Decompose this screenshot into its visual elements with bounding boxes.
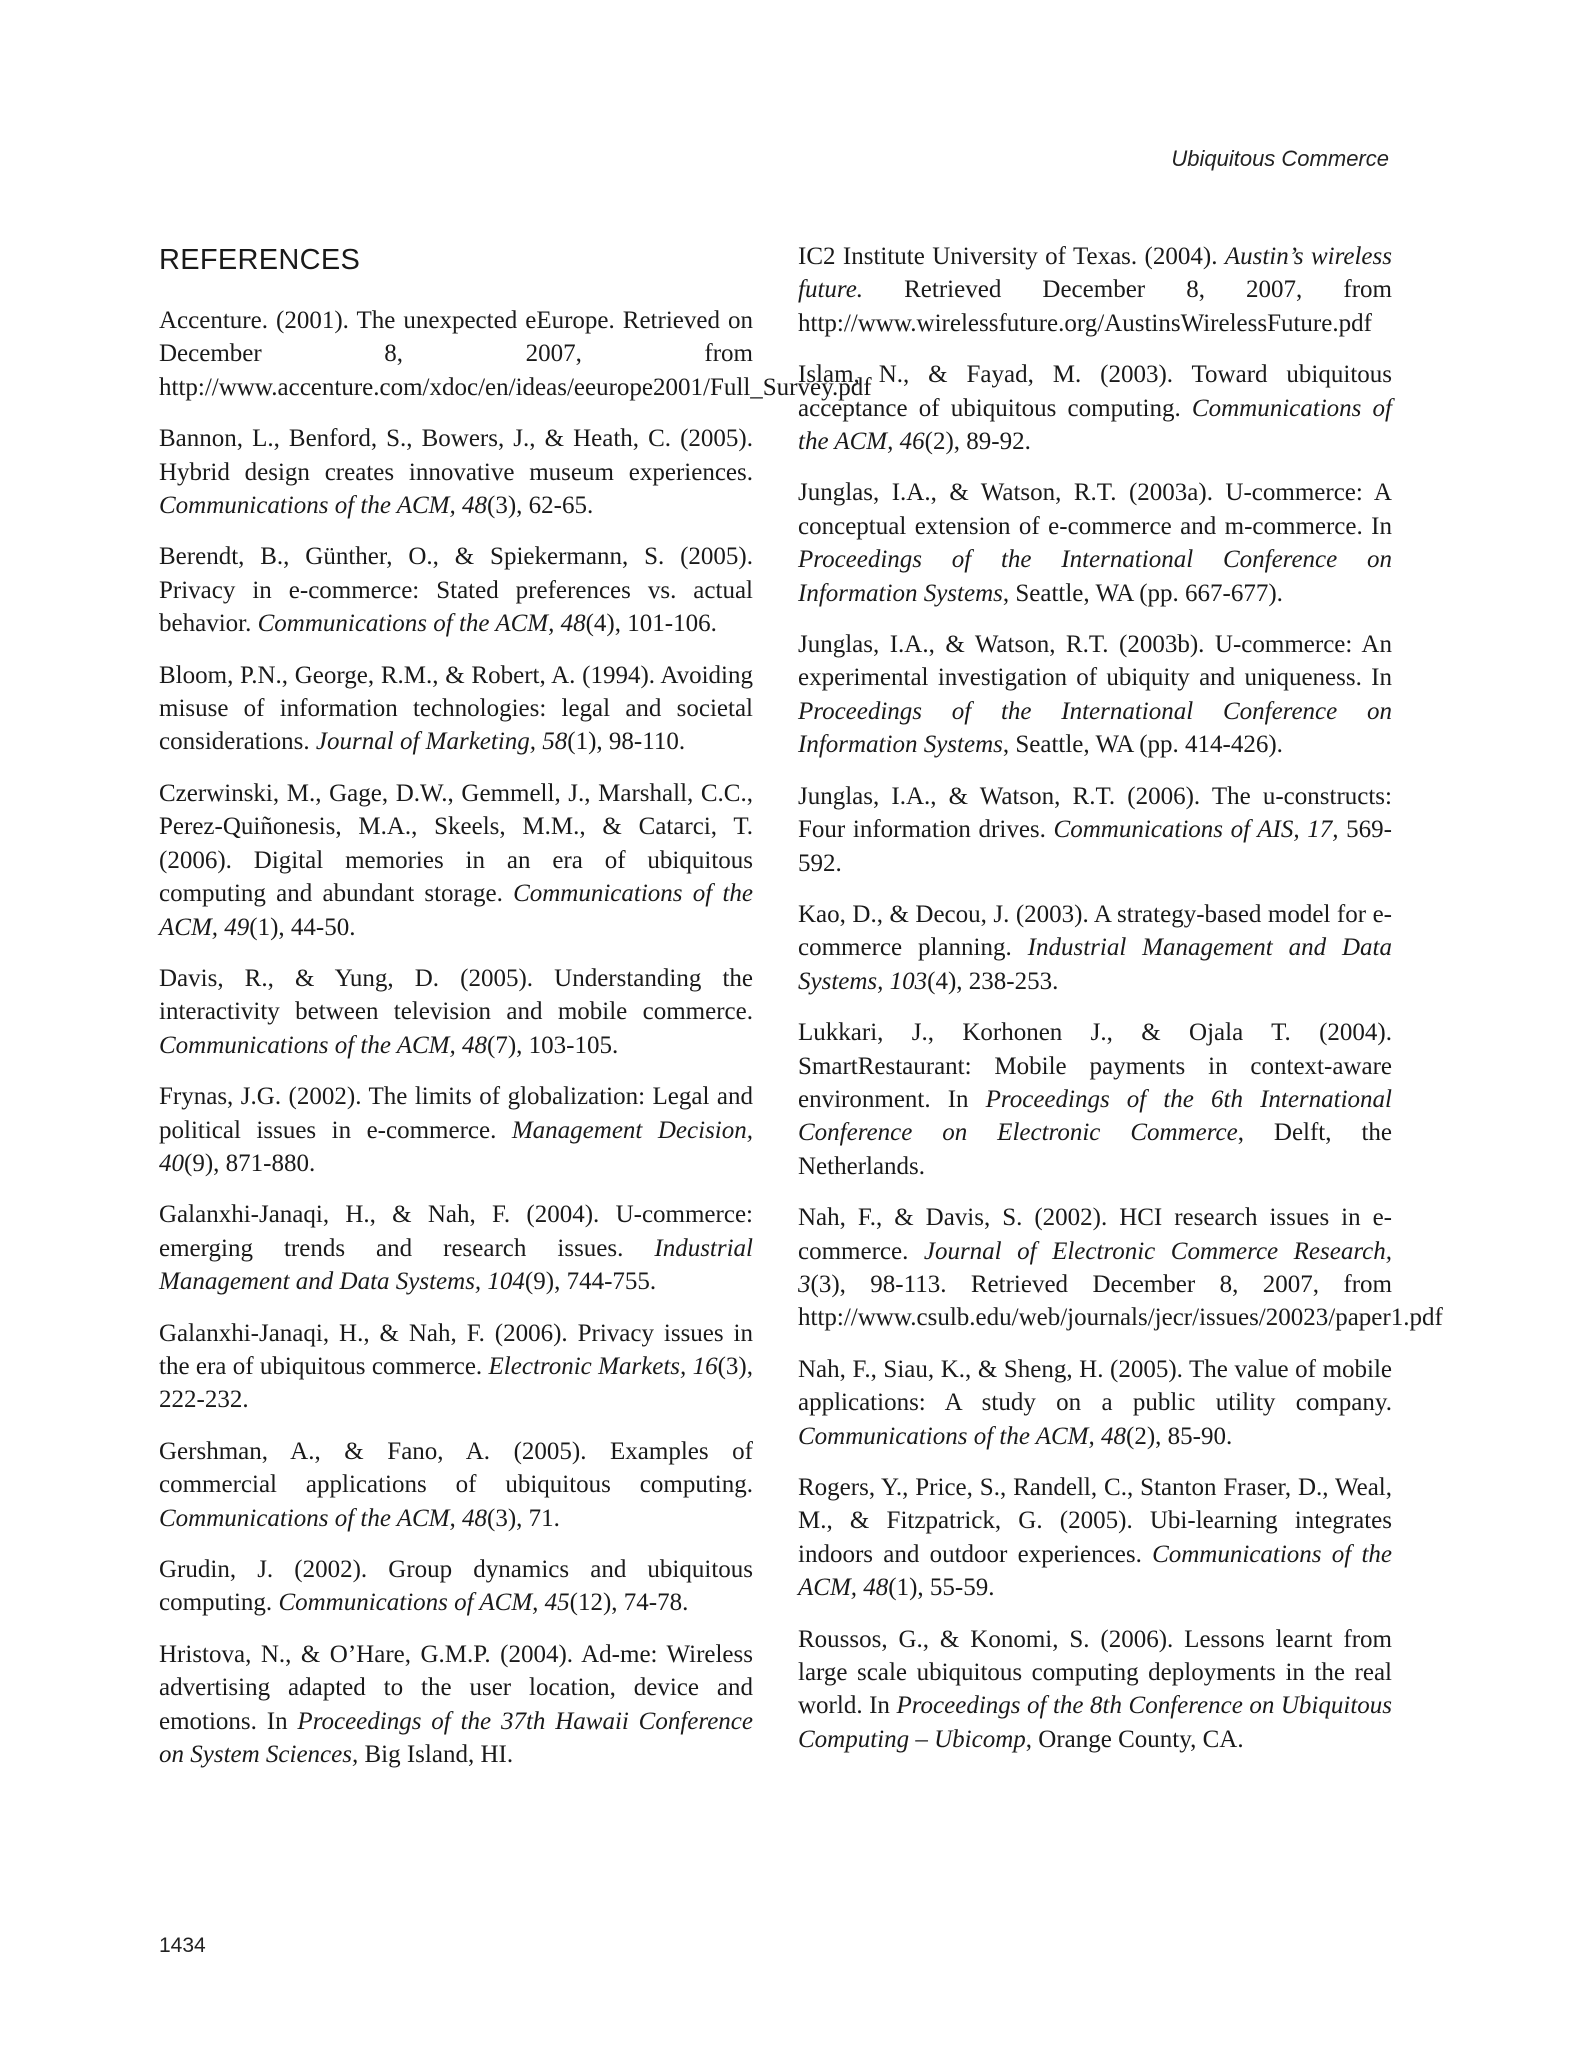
reference-text: , Delft, the Netherlands. [798,1119,1392,1180]
reference-entry [798,1471,1392,1605]
reference-source-title: Journal of Marketing, 58 [315,728,568,756]
reference-text: Lukkari, J., Korhonen J., & Ojala T. (2004). SmartRestaurant: Mobile payments in context-aware environment. In [798,1019,1392,1113]
reference-text: (2), 89-92. [924,428,1031,456]
reference-text: Grudin, J. (2002). Group dynamics and ubiquitous computing. [159,1556,753,1617]
reference-text: Berendt, B., Günther, O., & Spiekermann, S. (2005). Privacy in e-commerce: Stated preferences vs. actual behavior. [159,543,753,638]
reference-text: Bannon, L., Benford, S., Bowers, J., & Heath, C. (2005). Hybrid design creates innovative museum experiences. [159,425,753,486]
reference-source-title: Industrial Management and Data Systems, 103 [798,934,1393,995]
reference-text: (2), 85-90. [1126,1422,1233,1450]
reference-source-title: Communications of AIS, 17, [1053,816,1339,844]
reference-source-title: Management Decision, 40 [159,1116,753,1177]
reference-text: , Orange County, CA. [1025,1725,1244,1753]
reference-source-title: Communications of the ACM, 48 [798,1422,1127,1450]
reference-text: Gershman, A., & Fano, A. (2005). Examples of commercial applications of ubiquitous computing. [159,1437,753,1499]
reference-text: (1), 55-59. [888,1574,995,1602]
reference-source-title: Industrial Management and Data Systems, 104 [159,1234,753,1296]
reference-entry [798,476,1392,610]
reference-text: Hristova, N., & O’Hare, G.M.P. (2004). Ad-me: Wireless advertising adapted to the user location, device and emotions. In [159,1640,753,1735]
reference-source-title: Communications of the ACM, 49 [159,880,753,941]
reference-entry [798,1016,1392,1183]
reference-source-title: Communications of ACM, 45 [278,1589,570,1617]
reference-text: Frynas, J.G. (2002). The limits of globalization: Legal and political issues in e-commerce. [159,1083,753,1144]
reference-entry [798,240,1392,340]
reference-entry [798,1353,1392,1453]
section-heading: REFERENCES [159,244,361,276]
reference-text: (12), 74-78. [569,1589,689,1617]
reference-text: Accenture. (2001). The unexpected eEurope. Retrieved on December 8, 2007, from http://www.accenture.com/xdoc/en/ideas/eeurope2001/Full_Survey.pdf [159,307,872,401]
reference-entry [798,1201,1443,1335]
reference-source-title: Communications of the ACM, 48 [159,1031,488,1059]
reference-entry [159,1198,753,1298]
reference-text: (9), 744-755. [524,1268,657,1296]
reference-entry [159,304,872,404]
reference-entry [159,777,753,944]
reference-text: , Seattle, WA (pp. 414-426). [1002,731,1283,759]
reference-list-right [798,240,1443,1756]
reference-entry [798,1623,1392,1757]
reference-text: (4), 238-253. [927,967,1059,995]
reference-text: IC2 Institute University of Texas. (2004). [798,243,1225,270]
reference-text: Kao, D., & Decou, J. (2003). A strategy-based model for e-commerce planning. [798,900,1392,962]
reference-text: (1), 44-50. [249,913,356,941]
reference-entry [159,540,753,640]
reference-entry [159,1317,753,1417]
reference-source-title: Communications of the ACM, 48 [159,1504,488,1532]
reference-text: (3), 62-65. [487,492,594,520]
page-number: 1434 [159,1934,206,1957]
references-column-left [159,242,872,1789]
reference-text: Islam, N., & Fayad, M. (2003). Toward ubiquitous acceptance of ubiquitous computing. [798,361,1392,422]
reference-text: (3), 222-232. [159,1352,753,1414]
reference-text: Retrieved December 8, 2007, from http://www.wirelessfuture.org/AustinsWirelessFuture.pdf [798,276,1392,337]
reference-entry [798,358,1392,458]
reference-text: (9), 871-880. [184,1149,316,1177]
reference-text: Roussos, G., & Konomi, S. (2006). Lessons learnt from large scale ubiquitous computing deployments in the real world. In [798,1625,1392,1720]
reference-source-title: Proceedings of the International Conference on Information Systems [798,697,1392,759]
reference-text: (3), 71. [487,1504,560,1532]
reference-text: Galanxhi-Janaqi, H., & Nah, F. (2006). Privacy issues in the era of ubiquitous commerce. [159,1319,753,1380]
reference-source-title: Proceedings of the 37th Hawaii Conference on System Sciences, [159,1707,753,1769]
reference-source-title: Electronic Markets, 16 [488,1352,718,1380]
reference-entry [159,659,753,759]
reference-text: (1), 98-110. [567,728,686,756]
running-header: Ubiquitous Commerce [1171,146,1389,171]
reference-text: Nah, F., Siau, K., & Sheng, H. (2005). The value of mobile applications: A study on a public utility company. [798,1355,1392,1417]
reference-text: Nah, F., & Davis, S. (2002). HCI research issues in e-commerce. [798,1204,1392,1265]
reference-list-left [159,304,872,1771]
reference-entry [159,962,753,1062]
reference-source-title: Communications of the ACM, 46 [798,394,1392,456]
reference-entry [159,1638,753,1772]
reference-source-title: Proceedings of the International Conference on Information Systems [798,546,1392,607]
reference-source-title: Journal of Electronic Commerce Research, 3 [798,1237,1392,1298]
reference-text: Galanxhi-Janaqi, H., & Nah, F. (2004). U-commerce: emerging trends and research issues. [159,1201,753,1262]
reference-entry [159,1435,753,1535]
reference-source-title: Proceedings of the 8th Conference on Ubiquitous Computing – Ubicomp [798,1692,1392,1753]
reference-text: (3), 98-113. Retrieved December 8, 2007, from http://www.csulb.edu/web/journals/jecr/issues/20023/paper1.pdf [798,1270,1443,1332]
reference-text: Big Island, HI. [358,1741,514,1769]
reference-text: Davis, R., & Yung, D. (2005). Understanding the interactivity between television and mobile commerce. [159,964,753,1026]
reference-source-title: Proceedings of the 6th International Conference on Electronic Commerce [798,1085,1392,1147]
reference-text: Czerwinski, M., Gage, D.W., Gemmell, J., Marshall, C.C., Perez-Quiñonesis, M.A., Skeels, M.M., & Catarci, T. (2006). Digital memories in an era of ubiquitous computing and abundant storage. [159,779,753,908]
reference-entry [159,1553,753,1620]
reference-entry [798,628,1392,762]
reference-source-title: Communications of the ACM, 48 [257,610,586,638]
reference-text: 569-592. [798,816,1393,877]
reference-source-title: Communications of the ACM, 48 [798,1540,1392,1602]
reference-entry [798,898,1392,998]
reference-text: Bloom, P.N., George, R.M., & Robert, A. (1994). Avoiding misuse of information technologies: legal and societal considerations. [159,661,753,756]
reference-text: Junglas, I.A., & Watson, R.T. (2006). The u-constructs: Four information drives. [798,782,1392,844]
reference-text: (4), 101-106. [585,610,717,638]
references-column-right [798,240,1443,1774]
reference-text: Rogers, Y., Price, S., Randell, C., Stanton Fraser, D., Weal, M., & Fitzpatrick, G. (2005). Ubi-learning integrates indoors and outdoor experiences. [798,1474,1392,1568]
reference-text: Junglas, I.A., & Watson, R.T. (2003b). U-commerce: An experimental investigation of ubiquity and uniqueness. In [798,631,1392,692]
reference-entry [159,422,753,522]
reference-source-title: Communications of the ACM, 48 [159,492,488,520]
reference-source-title: Austin’s wireless future. [798,243,1392,304]
reference-text: Junglas, I.A., & Watson, R.T. (2003a). U-commerce: A conceptual extension of e-commerce and m-commerce. In [798,479,1392,540]
reference-entry [159,1080,753,1180]
reference-text: (7), 103-105. [487,1031,619,1059]
reference-entry [798,780,1392,880]
reference-text: , Seattle, WA (pp. 667-677). [1002,579,1283,607]
